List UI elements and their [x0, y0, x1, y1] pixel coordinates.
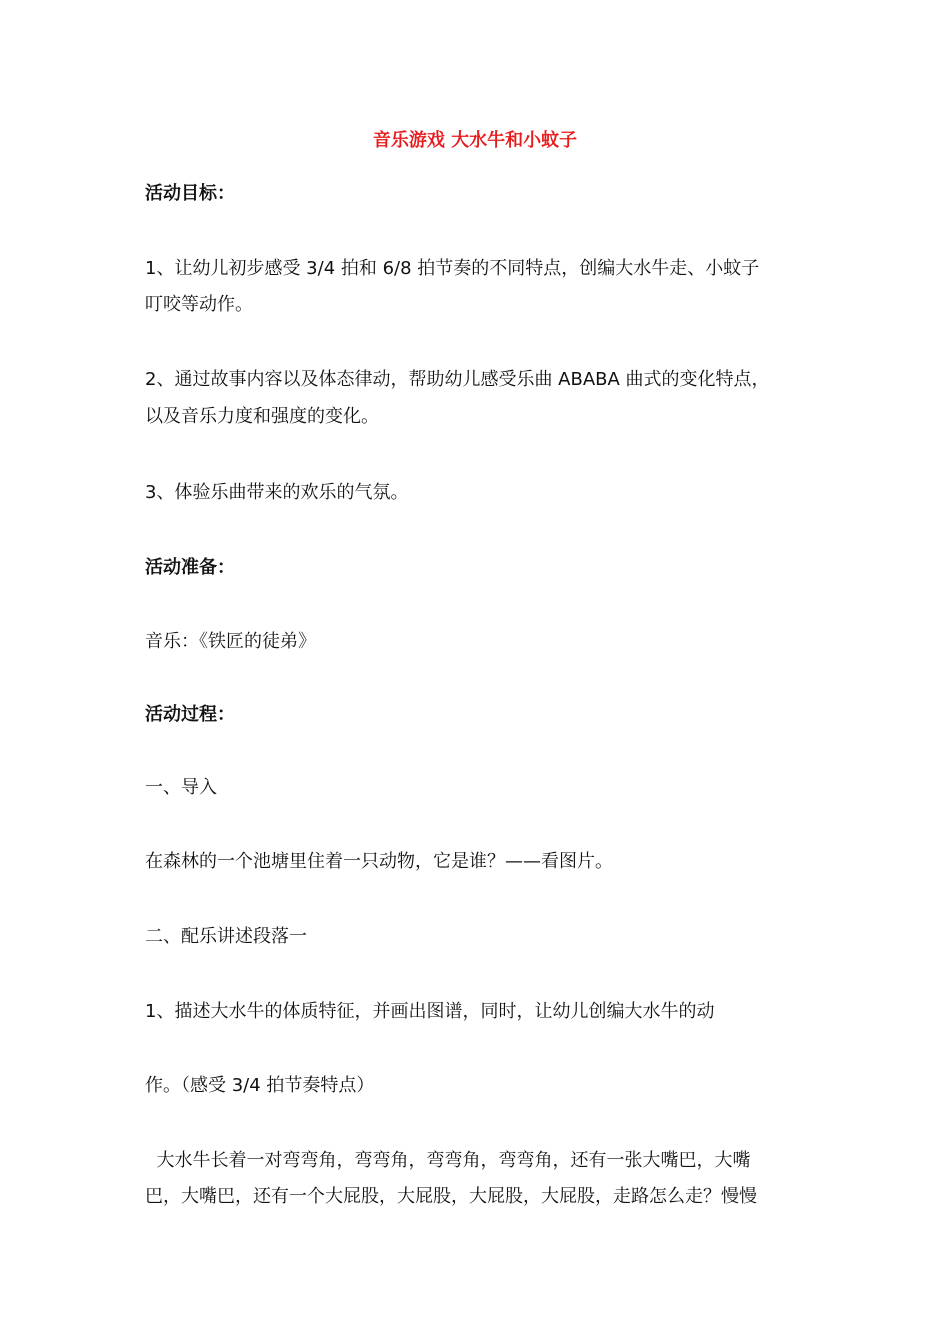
- goal-1-line-2: 叮咬等动作。: [145, 294, 253, 315]
- story-line-1: 大水牛长着一对弯弯角，弯弯角，弯弯角，弯弯角，还有一张大嘴巴，大嘴: [145, 1150, 751, 1171]
- document-title: 音乐游戏 大水牛和小蚊子: [372, 130, 578, 151]
- section-1-heading: 一、导入: [145, 777, 217, 798]
- music-info: 音乐：《铁匠的徒弟》: [145, 631, 316, 652]
- goal-1-line-1: 1、让幼儿初步感受 3/4 拍和 6/8 拍节奏的不同特点，创编大水牛走、小蚊子: [145, 258, 760, 279]
- goal-2-line-2: 以及音乐力度和强度的变化。: [145, 406, 379, 427]
- goal-3: 3、体验乐曲带来的欢乐的气氛。: [145, 482, 409, 503]
- heading-activity-goals: 活动目标：: [145, 183, 235, 204]
- heading-activity-preparation: 活动准备：: [145, 557, 235, 578]
- step-1-line-1: 1、描述大水牛的体质特征，并画出图谱，同时，让幼儿创编大水牛的动: [145, 1001, 715, 1022]
- section-2-heading: 二、配乐讲述段落一: [145, 926, 307, 947]
- step-1-line-2: 作。（感受 3/4 拍节奏特点）: [145, 1075, 375, 1096]
- story-line-2: 巴，大嘴巴，还有一个大屁股，大屁股，大屁股，大屁股，走路怎么走？慢慢: [145, 1186, 757, 1207]
- section-1-text: 在森林的一个池塘里住着一只动物，它是谁？——看图片。: [145, 851, 613, 872]
- goal-2-line-1: 2、通过故事内容以及体态律动，帮助幼儿感受乐曲 ABABA 曲式的变化特点，: [145, 369, 770, 390]
- heading-activity-process: 活动过程：: [145, 704, 235, 725]
